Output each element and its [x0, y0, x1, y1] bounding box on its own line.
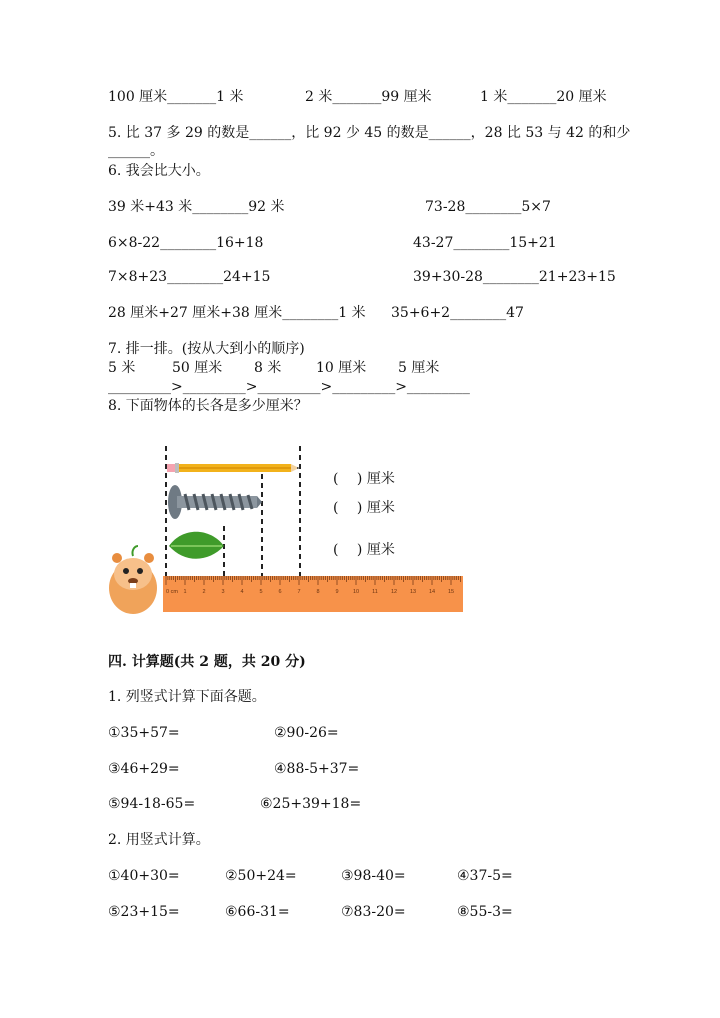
ruler-label: 6 [278, 589, 282, 595]
ruler-label: 1 [183, 589, 187, 595]
ruler-label: 9 [335, 589, 339, 595]
ruler-label: 0 cm [166, 589, 178, 595]
question-8-title: 8. 下面物体的长各是多少厘米？ [108, 398, 308, 414]
ruler-label: 14 [428, 589, 436, 595]
compare-item-2: 2 米_______99 厘米 [305, 89, 432, 105]
q7-blank-line: _________>_________>_________>_________>_________ [108, 379, 470, 395]
vertical-calc-3: ③98-40= [341, 868, 406, 884]
q6-row4-right: 35+6+2________47 [391, 305, 524, 321]
q6-row1-left: 39 米+43 米________92 米 [108, 199, 285, 215]
ruler [163, 576, 463, 612]
ruler-label: 2 [202, 589, 206, 595]
ruler-label: 5 [259, 589, 263, 595]
q6-row4-left: 28 厘米+27 厘米+38 厘米________1 米 [108, 305, 366, 321]
calc-item-5: ⑤94-18-65= [108, 796, 196, 812]
ruler-label: 10 [352, 589, 360, 595]
q6-row2-left: 6×8-22________16+18 [108, 235, 264, 251]
calc-item-3: ③46+29= [108, 761, 180, 777]
section-4-heading: 四. 计算题(共 2 题，共 20 分) [108, 654, 306, 670]
q6-row2-right: 43-27________15+21 [413, 235, 557, 251]
q7-item-4: 10 厘米 [316, 360, 367, 376]
answer-blank-leaf[interactable]: ( ) 厘米 [333, 542, 395, 558]
leaf-icon [169, 532, 224, 559]
ruler-label: 7 [297, 589, 301, 595]
ruler-label: 8 [316, 589, 320, 595]
ruler-label: 4 [240, 589, 244, 595]
ruler-label: 13 [409, 589, 417, 595]
ruler-label: 15 [447, 589, 455, 595]
compare-item-1: 100 厘米_______1 米 [108, 89, 244, 105]
calc-item-4: ④88-5+37= [274, 761, 360, 777]
question-5-line1: 5. 比 37 多 29 的数是______，比 92 少 45 的数是______，28 比 53 与 42 的和少 [108, 125, 631, 141]
q6-row1-right: 73-28________5×7 [425, 199, 551, 215]
calc-item-2: ②90-26= [274, 725, 339, 741]
vertical-calc-6: ⑥66-31= [225, 904, 290, 920]
vertical-calc-7: ⑦83-20= [341, 904, 406, 920]
ruler-label: 12 [390, 589, 398, 595]
question-5-line2: ______。 [108, 143, 164, 159]
q7-item-1: 5 米 [108, 360, 136, 376]
calc-item-6: ⑥25+39+18= [260, 796, 362, 812]
q7-item-2: 50 厘米 [172, 360, 223, 376]
vertical-calc-8: ⑧55-3= [457, 904, 513, 920]
ruler-label: 3 [221, 589, 225, 595]
section-4-q2-title: 2. 用竖式计算。 [108, 832, 210, 848]
measure-figure [105, 440, 470, 615]
q7-item-3: 8 米 [254, 360, 282, 376]
vertical-calc-4: ④37-5= [457, 868, 513, 884]
answer-blank-screw[interactable]: ( ) 厘米 [333, 500, 395, 516]
ruler-label: 11 [372, 589, 378, 595]
screw-icon [168, 485, 262, 519]
calc-item-1: ①35+57= [108, 725, 180, 741]
compare-item-3: 1 米_______20 厘米 [480, 89, 607, 105]
question-7-title: 7. 排一排。(按从大到小的顺序) [108, 341, 305, 357]
beaver-mascot-icon [109, 546, 157, 614]
q6-row3-right: 39+30-28________21+23+15 [413, 269, 616, 285]
q6-row3-left: 7×8+23________24+15 [108, 269, 271, 285]
answer-blank-pencil[interactable]: ( ) 厘米 [333, 471, 395, 487]
vertical-calc-1: ①40+30= [108, 868, 180, 884]
q7-item-5: 5 厘米 [398, 360, 440, 376]
question-6-title: 6. 我会比大小。 [108, 163, 210, 179]
vertical-calc-2: ②50+24= [225, 868, 297, 884]
vertical-calc-5: ⑤23+15= [108, 904, 180, 920]
pencil-icon [167, 463, 300, 473]
section-4-q1-title: 1. 列竖式计算下面各题。 [108, 689, 266, 705]
